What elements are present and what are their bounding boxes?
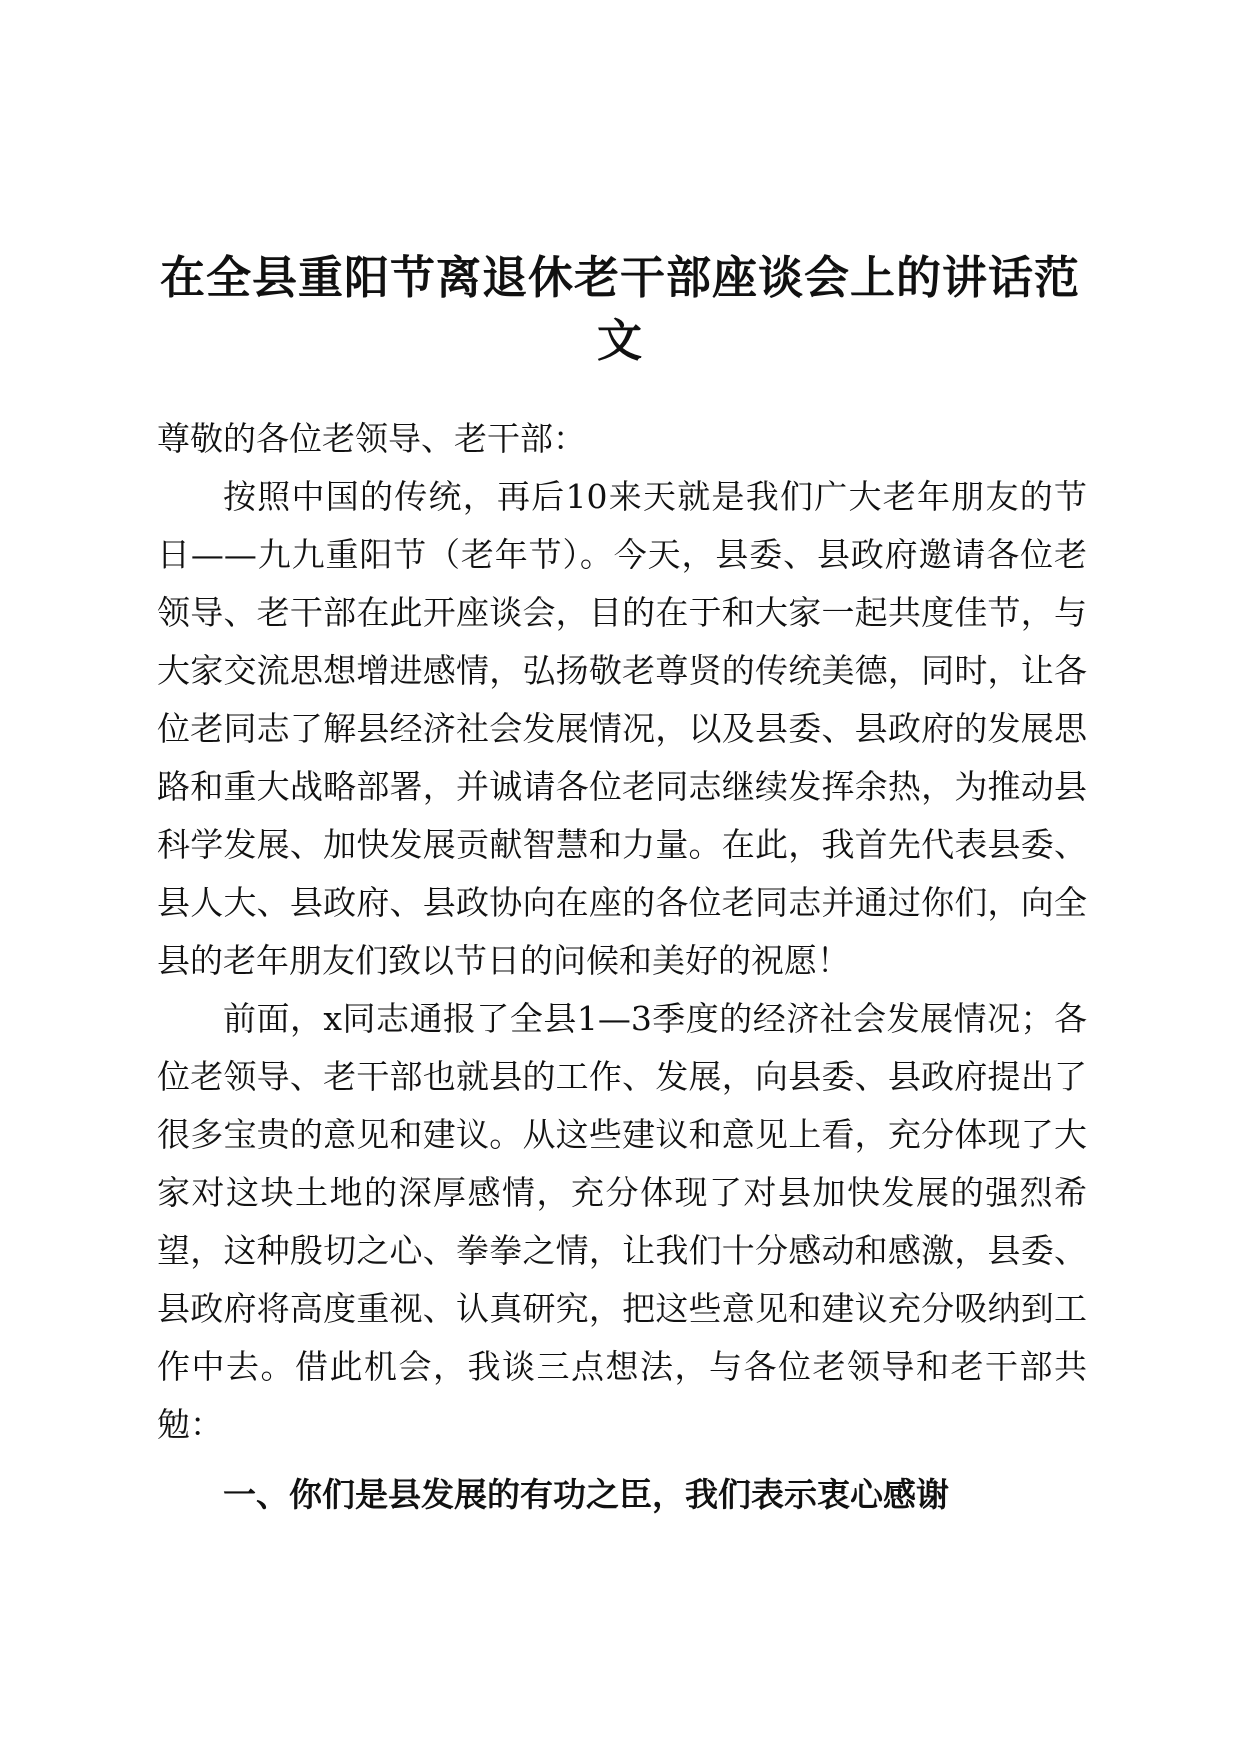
salutation: 尊敬的各位老领导、老干部：: [157, 419, 586, 458]
paragraph-1: 按照中国的传统，再后10来天就是我们广大老年朋友的节日——九九重阳节（老年节）。今天，县委、县政府邀请各位老领导、老干部在此开座谈会，目的在于和大家一起共度佳节，与大家交流思想增进感情，弘扬敬老尊贤的传统美德，同时，让各位老同志了解县经济社会发展情况，以及县委、县政府的发展思路和重大战略部署，并诚请各位老同志继续发挥余热，为推动县科学发展、加快发展贡献智慧和力量。在此，我首先代表县委、县人大、县政府、县政协向在座的各位老同志并通过你们，向全县的老年朋友们致以节日的问候和美好的祝愿！: [157, 477, 1087, 980]
document-title: 在全县重阳节离退休老干部座谈会上的讲话范文: [159, 251, 1080, 367]
document-body: [157, 410, 1087, 1524]
paragraph-2: 前面，x同志通报了全县1—3季度的经济社会发展情况；各位老领导、老干部也就县的工作、发展，向县委、县政府提出了很多宝贵的意见和建议。从这些建议和意见上看，充分体现了大家对这块土地的深厚感情，充分体现了对县加快发展的强烈希望，这种殷切之心、拳拳之情，让我们十分感动和感激，县委、县政府将高度重视、认真研究，把这些意见和建议充分吸纳到工作中去。借此机会，我谈三点想法，与各位老领导和老干部共勉：: [157, 999, 1087, 1444]
section-heading: 一、你们是县发展的有功之臣，我们表示衷心感谢: [223, 1475, 949, 1514]
